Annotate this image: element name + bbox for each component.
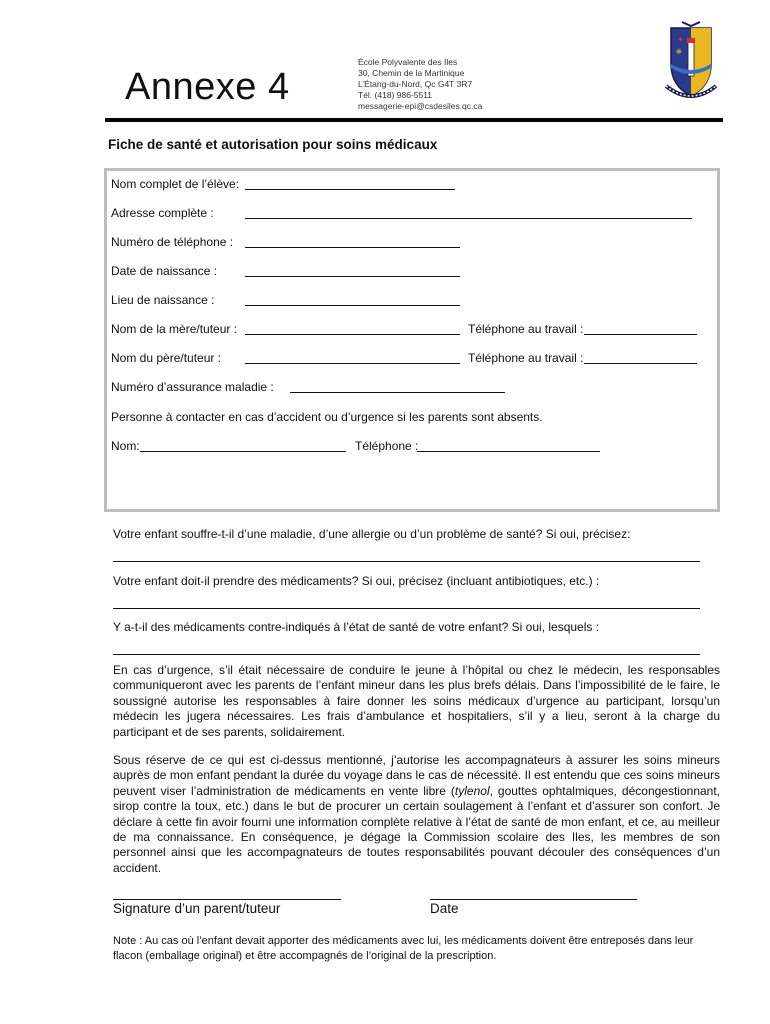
address-field[interactable] [245, 218, 692, 219]
contraindicated-question: Y a-t-il des médicaments contre-indiqués à l’état de santé de votre enfant? Si oui, lesquels : [113, 620, 600, 634]
authorization-text-end: , gouttes ophtalmiques, décongestionnant, sirop contre la toux, etc.) dans le but de procurer un certain soulagement à l’enfant et d’assurer son confort. Je déclare à cette fin avoir fourni une information complète relative à l’état de santé de mon enfant, et ce, au meilleur de ma connaissance. En conséquence, je dégage la Commission scolaire des Iles, les membres de son personnel ainsi que les accompagnateurs de toutes responsabilités pouvant découler des conséquences d’un accident. [113, 783, 721, 875]
father-work-phone-label: Téléphone au travail : [468, 351, 584, 365]
school-email: messagerie-epi@csdesiles.qc.ca [358, 101, 483, 111]
medication-answer-field[interactable] [113, 608, 700, 609]
signature-line[interactable] [113, 899, 341, 900]
contact-name-label: Nom: [111, 439, 140, 453]
urgence-paragraph: En cas d’urgence, s’il était nécessaire de conduire le jeune à l’hôpital ou chez le médecin, les responsables communiqueront avec les parents de l’enfant mineur dans les plus brefs délais. Dans l’impossibilité de le faire, le soussigné autorise les responsables à faire donner les soins médicaux d’urgence au participant, lorsqu’un médecin les jugera nécessaires. Les frais d’ambulance et hospitaliers, s’il y a lieu, seront à la charge du participant et de ses parents, solidairement. [113, 663, 720, 739]
mother-work-phone-field[interactable] [584, 334, 697, 335]
medication-question: Votre enfant doit-il prendre des médicaments? Si oui, précisez (incluant antibiotiques, etc.) : [113, 574, 600, 588]
mother-field[interactable] [245, 334, 460, 335]
authorization-text-italic: tylenol [454, 783, 490, 798]
birth-place-field[interactable] [245, 305, 460, 306]
student-name-label: Nom complet de l’élève: [111, 177, 240, 191]
form-title: Fiche de santé et autorisation pour soins médicaux [108, 137, 438, 152]
birth-place-label: Lieu de naissance : [111, 293, 215, 307]
father-work-phone-field[interactable] [584, 363, 697, 364]
mother-work-phone-label: Téléphone au travail : [468, 322, 584, 336]
birth-date-label: Date de naissance : [111, 264, 218, 278]
school-address [358, 57, 482, 112]
annexe-title: Annexe 4 [125, 66, 290, 108]
health-insurance-field[interactable] [290, 392, 505, 393]
school-city: L’Étang-du-Nord, Qc G4T 3R7 [358, 79, 473, 89]
address-label: Adresse complète : [111, 206, 214, 220]
emergency-contact-text: Personne à contacter en cas d’accident ou d’urgence si les parents sont absents. [111, 410, 543, 424]
date-line[interactable] [430, 899, 637, 900]
health-insurance-label: Numéro d’assurance maladie : [111, 380, 274, 394]
mother-label: Nom de la mère/tuteur : [111, 322, 238, 336]
date-label: Date [430, 901, 459, 916]
school-phone: Tél. (418) 986-5511 [358, 90, 433, 100]
medication-note: Note : Au cas où l’enfant devait apporter des médicaments avec lui, les médicaments doivent être entreposés dans leur flacon (emballage original) et être accompagnés de l’original de la prescription. [113, 935, 694, 962]
phone-field[interactable] [245, 247, 460, 248]
school-name: École Polyvalente des Iles [358, 57, 458, 67]
father-field[interactable] [245, 363, 460, 364]
birth-date-field[interactable] [245, 276, 460, 277]
school-street: 30, Chemin de la Martinique [358, 68, 465, 78]
illness-answer-field[interactable] [113, 561, 700, 562]
phone-label: Numéro de téléphone : [111, 235, 234, 249]
svg-text:✦: ✦ [677, 35, 684, 44]
header-rule [105, 118, 723, 122]
contact-phone-label: Téléphone : [355, 439, 419, 453]
signature-label: Signature d’un parent/tuteur [113, 901, 281, 916]
student-name-field[interactable] [245, 189, 455, 190]
contraindicated-answer-field[interactable] [113, 654, 700, 655]
father-label: Nom du père/tuteur : [111, 351, 222, 365]
contact-name-field[interactable] [140, 451, 346, 452]
contact-phone-field[interactable] [417, 451, 600, 452]
school-crest-icon [662, 20, 720, 110]
illness-question: Votre enfant souffre-t-il d’une maladie, d’une allergie ou d’un problème de santé? Si oui, précisez: [113, 527, 631, 541]
authorization-paragraph [113, 753, 720, 876]
svg-text:❋: ❋ [676, 48, 682, 56]
authorization-text-start: Sous réserve de ce qui est ci-dessus mentionné, j’autorise les accompagnateurs à assurer les soins mineurs auprès de mon enfant pendant la durée du voyage dans le cas de nécessité. Il est entendu que ces soins mineurs peuvent viser l’administration de médicaments en vente libre ( [113, 753, 720, 798]
